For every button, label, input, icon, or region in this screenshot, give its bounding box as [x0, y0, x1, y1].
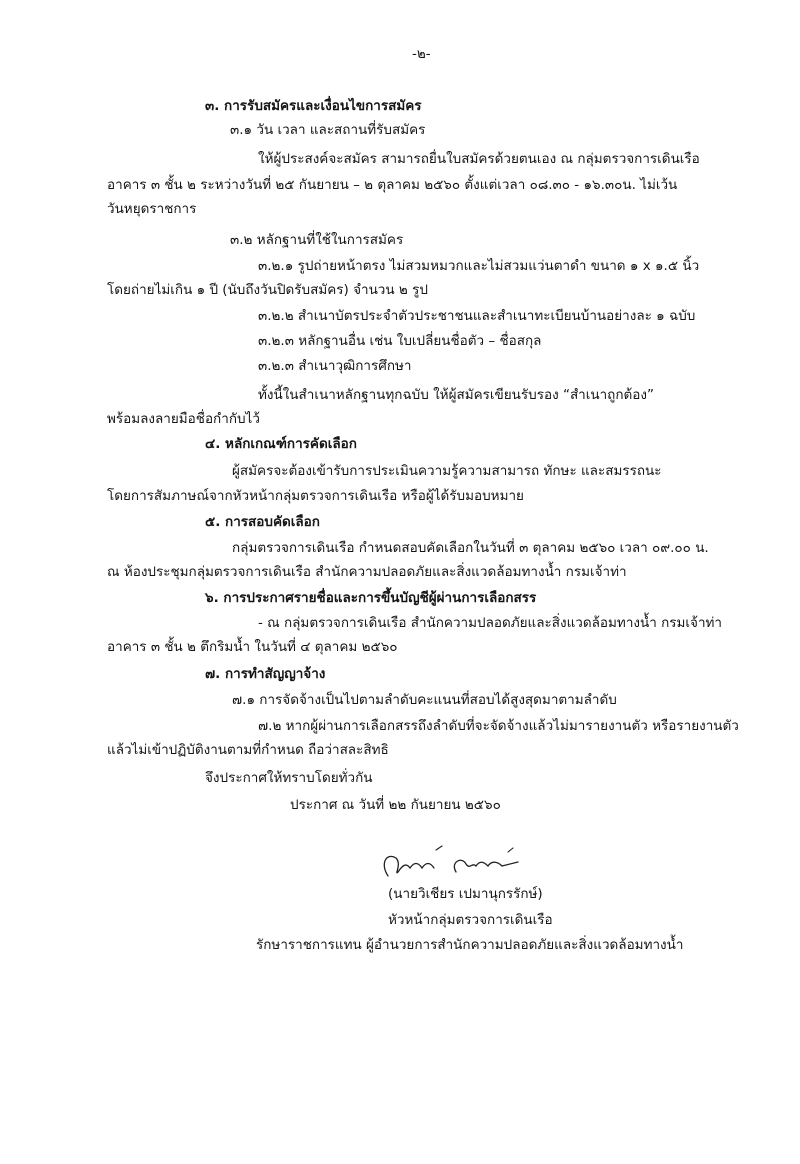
section-7-2-line-2: แล้วไม่เข้าปฏิบัติงานตามที่กำหนด ถือว่าสละสิทธิ [107, 742, 389, 758]
section-7-2-line-1: ๗.๒ หากผู้ผ่านการเลือกสรรถึงลำดับที่จะจัดจ้างแล้วไม่มารายงานตัว หรือรายงานตัว [258, 718, 739, 734]
closing-statement: จึงประกาศให้ทราบโดยทั่วกัน [205, 770, 373, 786]
section-4-line-1: ผู้สมัครจะต้องเข้ารับการประเมินความรู้ความสามารถ ทักษะ และสมรรถนะ [232, 463, 662, 479]
section-3-heading: ๓. การรับสมัครและเงื่อนไขการสมัคร [205, 98, 422, 114]
certification-note-line-1: ทั้งนี้ในสำเนาหลักฐานทุกฉบับ ให้ผู้สมัครเขียนรับรอง “สำเนาถูกต้อง” [258, 387, 654, 403]
section-3-1-title: ๓.๑ วัน เวลา และสถานที่รับสมัคร [230, 122, 426, 138]
section-6-line-1: - ณ กลุ่มตรวจการเดินเรือ สำนักความปลอดภัยและสิ่งแวดล้อมทางน้ำ กรมเจ้าท่า [258, 615, 723, 631]
certification-note-line-2: พร้อมลงลายมือชื่อกำกับไว้ [107, 411, 260, 427]
section-3-2-2: ๓.๒.๒ สำเนาบัตรประจำตัวประชาชนและสำเนาทะเบียนบ้านอย่างละ ๑ ฉบับ [258, 308, 696, 324]
page-number: -๒- [412, 46, 431, 62]
section-7-1: ๗.๑ การจัดจ้างเป็นไปตามลำดับคะแนนที่สอบได้สูงสุดมาตามลำดับ [232, 692, 617, 708]
signer-name: (นายวิเชียร เปมานุกรรักษ์) [388, 886, 543, 902]
section-5-line-1: กลุ่มตรวจการเดินเรือ กำหนดสอบคัดเลือกในวันที่ ๓ ตุลาคม ๒๕๖๐ เวลา ๐๙.๐๐ น. [232, 540, 709, 556]
section-6-line-2: อาคาร ๓ ชั้น ๒ ตึกริมน้ำ ในวันที่ ๔ ตุลาคม ๒๕๖๐ [107, 639, 398, 655]
section-3-2-3: ๓.๒.๓ หลักฐานอื่น เช่น ใบเปลี่ยนชื่อตัว – ชื่อสกุล [258, 333, 542, 349]
section-4-line-2: โดยการสัมภาษณ์จากหัวหน้ากลุ่มตรวจการเดินเรือ หรือผู้ได้รับมอบหมาย [107, 488, 524, 504]
section-3-2-1-line-2: โดยถ่ายไม่เกิน ๑ ปี (นับถึงวันปิดรับสมัคร) จำนวน ๒ รูป [107, 282, 428, 298]
section-5-line-2: ณ ห้องประชุมกลุ่มตรวจการเดินเรือ สำนักความปลอดภัยและสิ่งแวดล้อมทางน้ำ กรมเจ้าท่า [107, 564, 627, 580]
signer-title: หัวหน้ากลุ่มตรวจการเดินเรือ [388, 912, 553, 928]
section-3-1-line-3: วันหยุดราชการ [107, 201, 197, 217]
section-3-1-line-1: ให้ผู้ประสงค์จะสมัคร สามารถยื่นใบสมัครด้วยตนเอง ณ กลุ่มตรวจการเดินเรือ [258, 151, 700, 167]
section-3-2-4: ๓.๒.๓ สำเนาวุฒิการศึกษา [258, 358, 412, 374]
announcement-date: ประกาศ ณ วันที่ ๒๒ กันยายน ๒๕๖๐ [290, 797, 501, 813]
section-3-2-1-line-1: ๓.๒.๑ รูปถ่ายหน้าตรง ไม่สวมหมวกและไม่สวมแว่นตาดำ ขนาด ๑ x ๑.๕ นิ้ว [258, 258, 700, 274]
section-6-heading: ๖. การประกาศรายชื่อและการขึ้นบัญชีผู้ผ่านการเลือกสรร [205, 590, 537, 606]
section-4-heading: ๔. หลักเกณฑ์การคัดเลือก [205, 436, 357, 452]
section-3-2-title: ๓.๒ หลักฐานที่ใช้ในการสมัคร [230, 232, 404, 248]
section-5-heading: ๕. การสอบคัดเลือก [205, 514, 320, 530]
section-7-heading: ๗. การทำสัญญาจ้าง [205, 666, 326, 682]
signer-acting-title: รักษาราชการแทน ผู้อำนวยการสำนักความปลอดภัยและสิ่งแวดล้อมทางน้ำ [256, 937, 684, 953]
section-3-1-line-2: อาคาร ๓ ชั้น ๒ ระหว่างวันที่ ๒๕ กันยายน – ๒ ตุลาคม ๒๕๖๐ ตั้งแต่เวลา ๐๘.๓๐ - ๑๖.๓๐น. ไม่เว้น [107, 177, 678, 193]
handwritten-signature [372, 842, 542, 886]
